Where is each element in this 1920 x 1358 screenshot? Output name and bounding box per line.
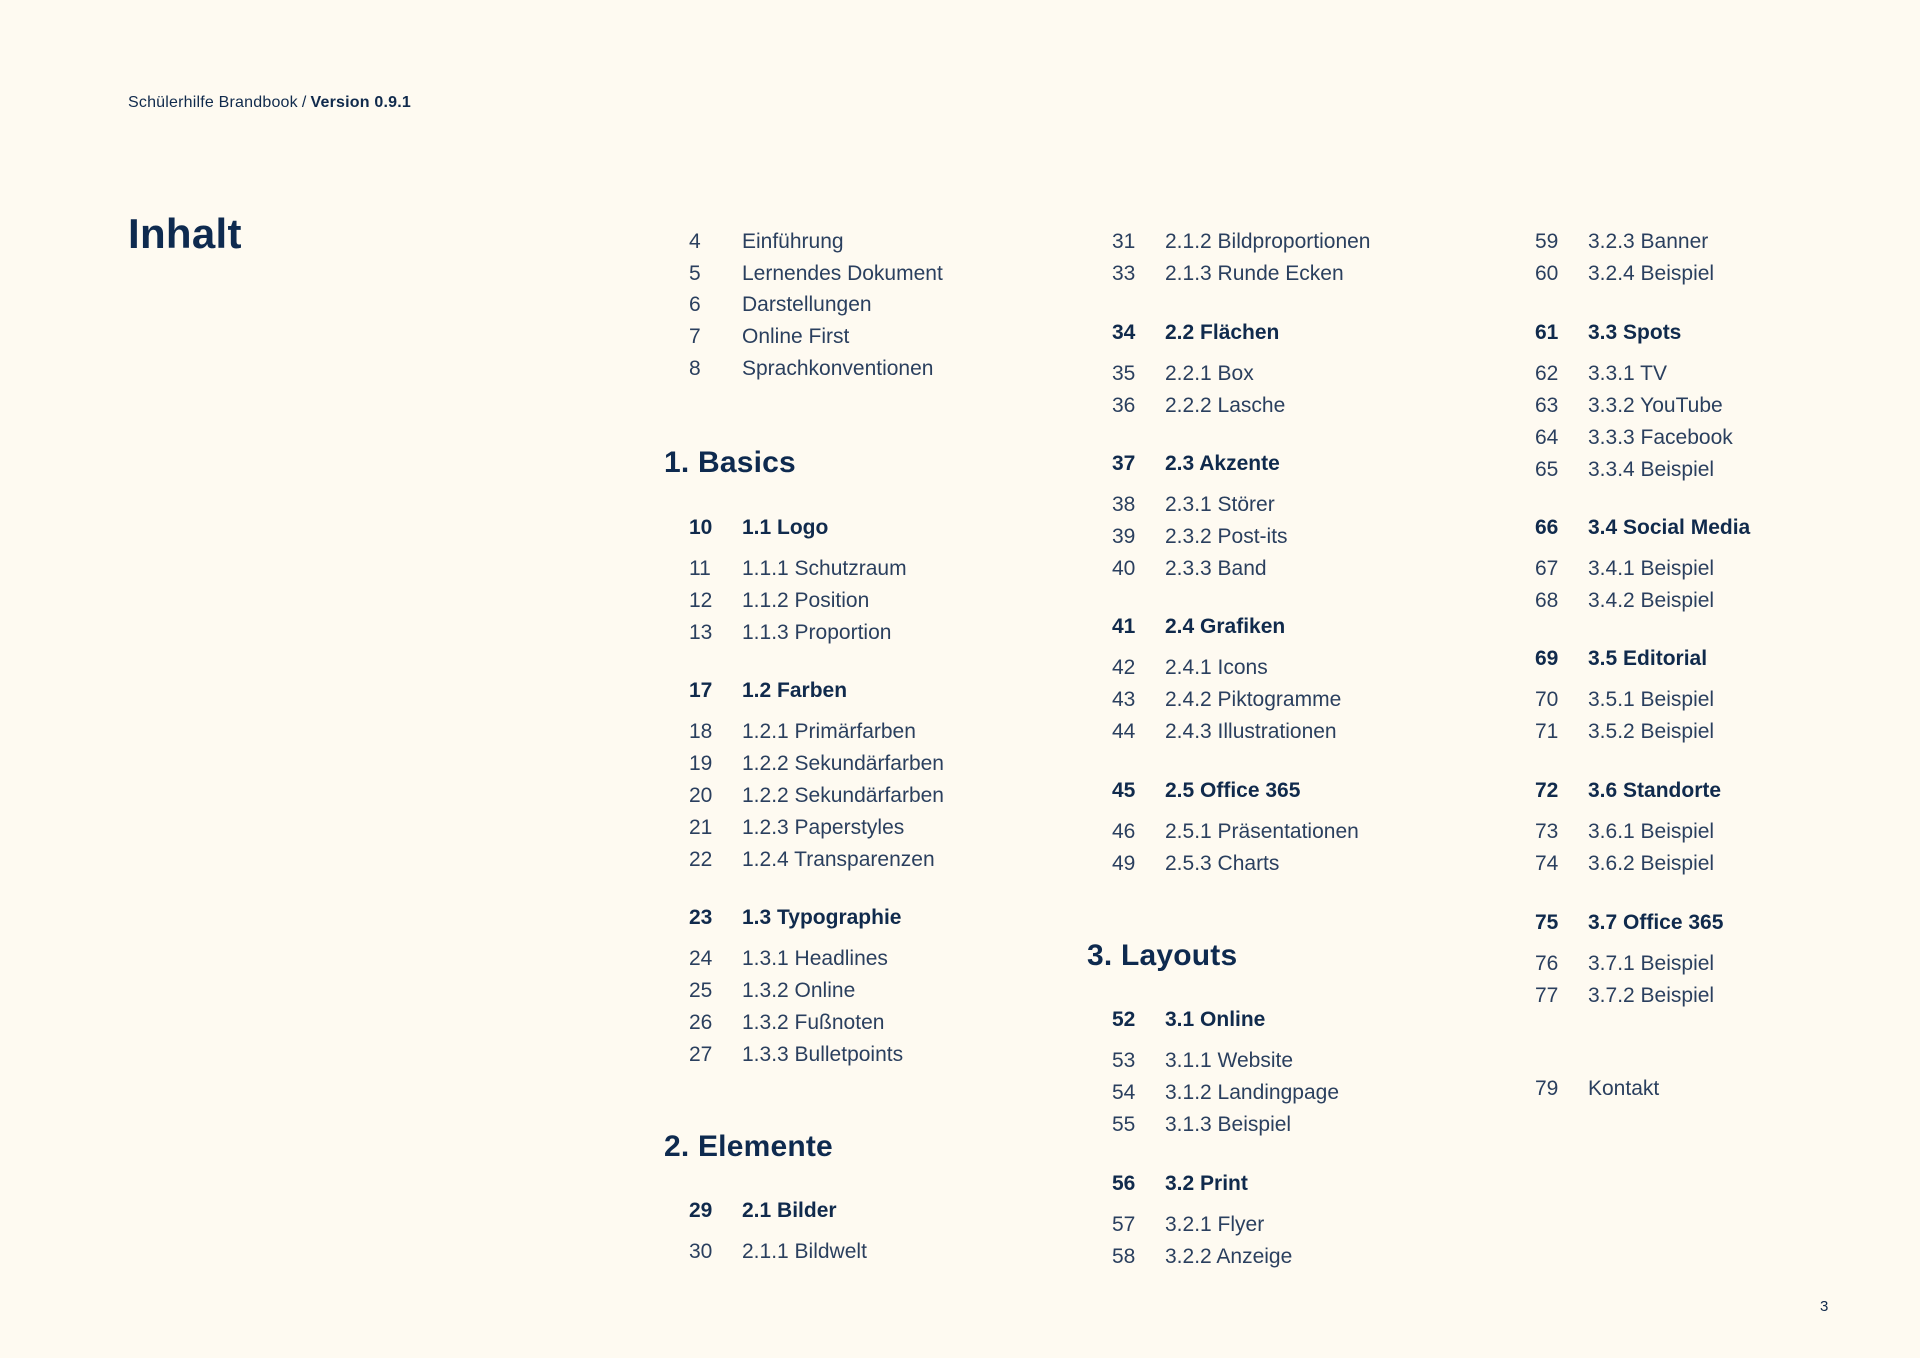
toc-entry-label: 3.3.1 TV xyxy=(1588,362,1667,385)
toc-entry[interactable] xyxy=(1535,818,1714,846)
toc-page-number: 46 xyxy=(1112,820,1136,843)
toc-entry[interactable] xyxy=(1112,228,1370,256)
toc-entry-label: 2.5 Office 365 xyxy=(1165,779,1301,802)
toc-page-number: 49 xyxy=(1112,852,1136,875)
toc-entry-label: 3.7.2 Beispiel xyxy=(1588,984,1715,1007)
toc-entry-label: 1.2.2 Sekundärfarben xyxy=(742,784,944,807)
toc-entry-label: Online First xyxy=(742,325,850,348)
toc-entry[interactable] xyxy=(1112,392,1285,420)
toc-page-number: 37 xyxy=(1112,452,1136,475)
toc-section-entry[interactable] xyxy=(1112,1170,1248,1198)
toc-entry[interactable] xyxy=(1112,1079,1339,1107)
toc-entry[interactable] xyxy=(689,555,907,583)
toc-page-number: 24 xyxy=(689,947,713,970)
toc-section-entry[interactable] xyxy=(1535,909,1723,937)
toc-page-number: 55 xyxy=(1112,1113,1136,1136)
toc-entry-label: 1.3.2 Online xyxy=(742,979,856,1002)
toc-page-number: 76 xyxy=(1535,952,1559,975)
toc-page-number: 38 xyxy=(1112,493,1136,516)
toc-entry[interactable] xyxy=(1535,555,1714,583)
toc-page-number: 58 xyxy=(1112,1245,1136,1268)
toc-page-number: 20 xyxy=(689,784,713,807)
toc-entry-label: 2.3.1 Störer xyxy=(1165,493,1275,516)
toc-entry-label: 1.3.2 Fußnoten xyxy=(742,1011,885,1034)
page-number: 3 xyxy=(1820,1298,1829,1315)
toc-entry[interactable] xyxy=(1535,360,1667,388)
toc-page-number: 10 xyxy=(689,516,713,539)
toc-entry[interactable] xyxy=(1535,424,1733,452)
toc-page-number: 56 xyxy=(1112,1172,1136,1195)
toc-section-entry[interactable] xyxy=(1112,613,1285,641)
toc-page-number: 75 xyxy=(1535,911,1559,934)
toc-entry-label: 2.3.2 Post-its xyxy=(1165,525,1288,548)
toc-entry-label: 1.2.1 Primärfarben xyxy=(742,720,916,743)
toc-entry-label: Kontakt xyxy=(1588,1077,1660,1100)
toc-entry-label: 3.3.4 Beispiel xyxy=(1588,458,1715,481)
toc-entry-label: 3.1.1 Website xyxy=(1165,1049,1294,1072)
toc-page-number: 62 xyxy=(1535,362,1559,385)
toc-entry[interactable] xyxy=(1112,1243,1292,1271)
toc-page-number: 33 xyxy=(1112,262,1136,285)
toc-entry-label: 3.7 Office 365 xyxy=(1588,911,1724,934)
toc-entry-label: Lernendes Dokument xyxy=(742,262,943,285)
toc-entry[interactable] xyxy=(1112,555,1267,583)
toc-entry[interactable] xyxy=(689,291,872,319)
toc-entry[interactable] xyxy=(689,782,944,810)
toc-entry-label: 1.3 Typographie xyxy=(742,906,902,929)
toc-page-number: 27 xyxy=(689,1043,713,1066)
toc-page-number: 25 xyxy=(689,979,713,1002)
toc-entry-label: 1.2.3 Paperstyles xyxy=(742,816,905,839)
toc-entry-label: 3.3.2 YouTube xyxy=(1588,394,1723,417)
toc-entry-label: 1.1.3 Proportion xyxy=(742,621,892,644)
toc-section-entry[interactable] xyxy=(1535,319,1681,347)
toc-section-entry[interactable] xyxy=(1112,777,1300,805)
toc-entry-label: 2.2.1 Box xyxy=(1165,362,1254,385)
toc-entry[interactable] xyxy=(1535,850,1714,878)
toc-entry-label: 3.3.3 Facebook xyxy=(1588,426,1733,449)
toc-entry-label: 2.2 Flächen xyxy=(1165,321,1280,344)
toc-page-number: 22 xyxy=(689,848,713,871)
toc-page-number: 69 xyxy=(1535,647,1559,670)
toc-entry-label: 1.1 Logo xyxy=(742,516,829,539)
toc-entry[interactable] xyxy=(1535,1075,1659,1103)
toc-page-number: 60 xyxy=(1535,262,1559,285)
toc-entry-label: 2.3 Akzente xyxy=(1165,452,1280,475)
toc-entry-label: 3.3 Spots xyxy=(1588,321,1682,344)
toc-entry[interactable] xyxy=(1112,718,1337,746)
version-label: Version 0.9.1 xyxy=(310,94,411,111)
toc-section-entry[interactable] xyxy=(1535,777,1721,805)
toc-page-number: 53 xyxy=(1112,1049,1136,1072)
toc-page-number: 43 xyxy=(1112,688,1136,711)
toc-page-number: 11 xyxy=(689,557,711,580)
toc-page-number: 45 xyxy=(1112,779,1136,802)
toc-entry[interactable] xyxy=(689,750,944,778)
toc-page-number: 36 xyxy=(1112,394,1136,417)
breadcrumb xyxy=(128,94,411,112)
toc-page-number: 40 xyxy=(1112,557,1136,580)
toc-entry-label: 2.3.3 Band xyxy=(1165,557,1267,580)
page-title: Inhalt xyxy=(128,210,242,257)
toc-entry-label: 3.7.1 Beispiel xyxy=(1588,952,1715,975)
toc-entry[interactable] xyxy=(1535,982,1714,1010)
toc-section-entry[interactable] xyxy=(689,1197,837,1225)
toc-entry-label: 3.2.1 Flyer xyxy=(1165,1213,1265,1236)
toc-page-number: 19 xyxy=(689,752,713,775)
toc-entry[interactable] xyxy=(1535,260,1714,288)
toc-entry[interactable] xyxy=(689,718,916,746)
toc-entry[interactable] xyxy=(689,945,888,973)
toc-entry-label: 2.5.3 Charts xyxy=(1165,852,1280,875)
toc-section-entry[interactable] xyxy=(1112,1006,1265,1034)
toc-page-number: 29 xyxy=(689,1199,713,1222)
toc-page-number: 7 xyxy=(689,325,701,348)
toc-entry[interactable] xyxy=(1112,260,1344,288)
toc-entry-label: 3.1.3 Beispiel xyxy=(1165,1113,1292,1136)
toc-entry-label: 3.2.4 Beispiel xyxy=(1588,262,1715,285)
toc-page-number: 23 xyxy=(689,906,713,929)
toc-entry-label: Einführung xyxy=(742,230,844,253)
toc-page-number: 52 xyxy=(1112,1008,1136,1031)
toc-entry[interactable] xyxy=(1112,360,1254,388)
toc-page-number: 17 xyxy=(689,679,713,702)
toc-entry-label: 1.2.4 Transparenzen xyxy=(742,848,935,871)
toc-page-number: 72 xyxy=(1535,779,1559,802)
toc-entry[interactable] xyxy=(689,355,933,383)
toc-entry-label: 2.1 Bilder xyxy=(742,1199,837,1222)
toc-page-number: 39 xyxy=(1112,525,1136,548)
toc-page-number: 71 xyxy=(1535,720,1559,743)
brand-name: Schülerhilfe Brandbook xyxy=(128,94,298,111)
toc-section-entry[interactable] xyxy=(689,514,828,542)
toc-page-number: 54 xyxy=(1112,1081,1136,1104)
toc-entry-label: 2.5.1 Präsentationen xyxy=(1165,820,1359,843)
toc-section-entry[interactable] xyxy=(1112,450,1280,478)
toc-section-entry[interactable] xyxy=(689,677,847,705)
toc-page-number: 79 xyxy=(1535,1077,1559,1100)
toc-page-number: 68 xyxy=(1535,589,1559,612)
toc-page-number: 74 xyxy=(1535,852,1559,875)
toc-page-number: 6 xyxy=(689,293,701,316)
toc-section-entry[interactable] xyxy=(1535,645,1707,673)
section-heading-elemente: 2. Elemente xyxy=(664,1130,833,1163)
toc-page-number: 65 xyxy=(1535,458,1559,481)
toc-entry[interactable] xyxy=(1112,654,1268,682)
toc-page-number: 41 xyxy=(1112,615,1136,638)
toc-entry[interactable] xyxy=(689,323,849,351)
toc-entry[interactable] xyxy=(1112,1047,1293,1075)
toc-page-number: 77 xyxy=(1535,984,1559,1007)
toc-entry[interactable] xyxy=(689,846,935,874)
breadcrumb-separator: / xyxy=(301,94,307,111)
toc-entry[interactable] xyxy=(689,1041,903,1069)
toc-entry[interactable] xyxy=(689,260,943,288)
toc-entry-label: 3.4.1 Beispiel xyxy=(1588,557,1715,580)
toc-entry[interactable] xyxy=(1112,523,1288,551)
toc-entry-label: 2.1.2 Bildproportionen xyxy=(1165,230,1371,253)
toc-entry[interactable] xyxy=(1535,587,1714,615)
toc-entry-label: 3.4 Social Media xyxy=(1588,516,1751,539)
toc-entry-label: 2.4 Grafiken xyxy=(1165,615,1286,638)
toc-page-number: 35 xyxy=(1112,362,1136,385)
toc-entry[interactable] xyxy=(1535,686,1714,714)
toc-page-number: 73 xyxy=(1535,820,1559,843)
toc-entry-label: 3.6.1 Beispiel xyxy=(1588,820,1715,843)
toc-section-entry[interactable] xyxy=(1535,514,1750,542)
toc-page-number: 66 xyxy=(1535,516,1559,539)
toc-entry[interactable] xyxy=(1112,850,1279,878)
toc-entry-label: 1.1.1 Schutzraum xyxy=(742,557,907,580)
toc-entry-label: 2.4.2 Piktogramme xyxy=(1165,688,1342,711)
toc-entry-label: 3.5.1 Beispiel xyxy=(1588,688,1715,711)
toc-entry[interactable] xyxy=(1535,950,1714,978)
toc-entry[interactable] xyxy=(1112,491,1275,519)
toc-entry-label: 2.1.1 Bildwelt xyxy=(742,1240,867,1263)
toc-page-number: 63 xyxy=(1535,394,1559,417)
toc-page-number: 42 xyxy=(1112,656,1136,679)
toc-entry[interactable] xyxy=(689,814,904,842)
toc-entry[interactable] xyxy=(689,228,844,256)
toc-entry[interactable] xyxy=(1112,686,1341,714)
toc-page-number: 34 xyxy=(1112,321,1136,344)
toc-entry[interactable] xyxy=(1112,818,1359,846)
toc-entry-label: 2.4.1 Icons xyxy=(1165,656,1268,679)
toc-section-entry[interactable] xyxy=(1112,319,1279,347)
toc-entry[interactable] xyxy=(1535,718,1714,746)
toc-page-number: 67 xyxy=(1535,557,1559,580)
toc-entry-label: 3.2 Print xyxy=(1165,1172,1248,1195)
toc-entry[interactable] xyxy=(1112,1211,1264,1239)
toc-page-number: 5 xyxy=(689,262,701,285)
toc-page-number: 70 xyxy=(1535,688,1559,711)
toc-entry[interactable] xyxy=(689,977,855,1005)
toc-entry-label: 2.1.3 Runde Ecken xyxy=(1165,262,1344,285)
toc-section-entry[interactable] xyxy=(689,904,901,932)
toc-entry-label: 3.5 Editorial xyxy=(1588,647,1708,670)
toc-entry[interactable] xyxy=(1535,456,1714,484)
toc-entry-label: 2.2.2 Lasche xyxy=(1165,394,1286,417)
toc-entry[interactable] xyxy=(689,587,869,615)
toc-entry[interactable] xyxy=(689,1238,867,1266)
toc-page-number: 61 xyxy=(1535,321,1559,344)
toc-entry-label: 3.1 Online xyxy=(1165,1008,1266,1031)
toc-page-number: 12 xyxy=(689,589,713,612)
toc-page-number: 13 xyxy=(689,621,713,644)
toc-entry-label: 2.4.3 Illustrationen xyxy=(1165,720,1337,743)
toc-entry-label: 3.1.2 Landingpage xyxy=(1165,1081,1339,1104)
toc-entry[interactable] xyxy=(689,1009,884,1037)
toc-entry-label: 3.6.2 Beispiel xyxy=(1588,852,1715,875)
toc-entry-label: Sprachkonventionen xyxy=(742,357,934,380)
toc-page-number: 8 xyxy=(689,357,701,380)
toc-page-number: 31 xyxy=(1112,230,1136,253)
toc-entry[interactable] xyxy=(1112,1111,1291,1139)
toc-page-number: 4 xyxy=(689,230,701,253)
toc-entry-label: Darstellungen xyxy=(742,293,872,316)
section-heading-layouts: 3. Layouts xyxy=(1087,939,1238,972)
toc-entry-label: 3.6 Standorte xyxy=(1588,779,1722,802)
toc-page-number: 59 xyxy=(1535,230,1559,253)
toc-page-number: 26 xyxy=(689,1011,713,1034)
toc-page-number: 30 xyxy=(689,1240,713,1263)
toc-entry-label: 1.3.1 Headlines xyxy=(742,947,888,970)
section-heading-basics: 1. Basics xyxy=(664,446,796,479)
toc-page-number: 44 xyxy=(1112,720,1136,743)
toc-entry[interactable] xyxy=(1535,392,1723,420)
toc-entry-label: 1.3.3 Bulletpoints xyxy=(742,1043,904,1066)
toc-entry-label: 1.1.2 Position xyxy=(742,589,870,612)
toc-entry-label: 3.2.3 Banner xyxy=(1588,230,1709,253)
toc-entry[interactable] xyxy=(1535,228,1708,256)
toc-entry-label: 1.2 Farben xyxy=(742,679,848,702)
toc-page-number: 18 xyxy=(689,720,713,743)
toc-page-number: 57 xyxy=(1112,1213,1136,1236)
toc-entry-label: 1.2.2 Sekundärfarben xyxy=(742,752,944,775)
toc-entry[interactable] xyxy=(689,619,891,647)
toc-entry-label: 3.5.2 Beispiel xyxy=(1588,720,1715,743)
toc-page-number: 64 xyxy=(1535,426,1559,449)
toc-page-number: 21 xyxy=(689,816,713,839)
toc-entry-label: 3.4.2 Beispiel xyxy=(1588,589,1715,612)
toc-entry-label: 3.2.2 Anzeige xyxy=(1165,1245,1293,1268)
